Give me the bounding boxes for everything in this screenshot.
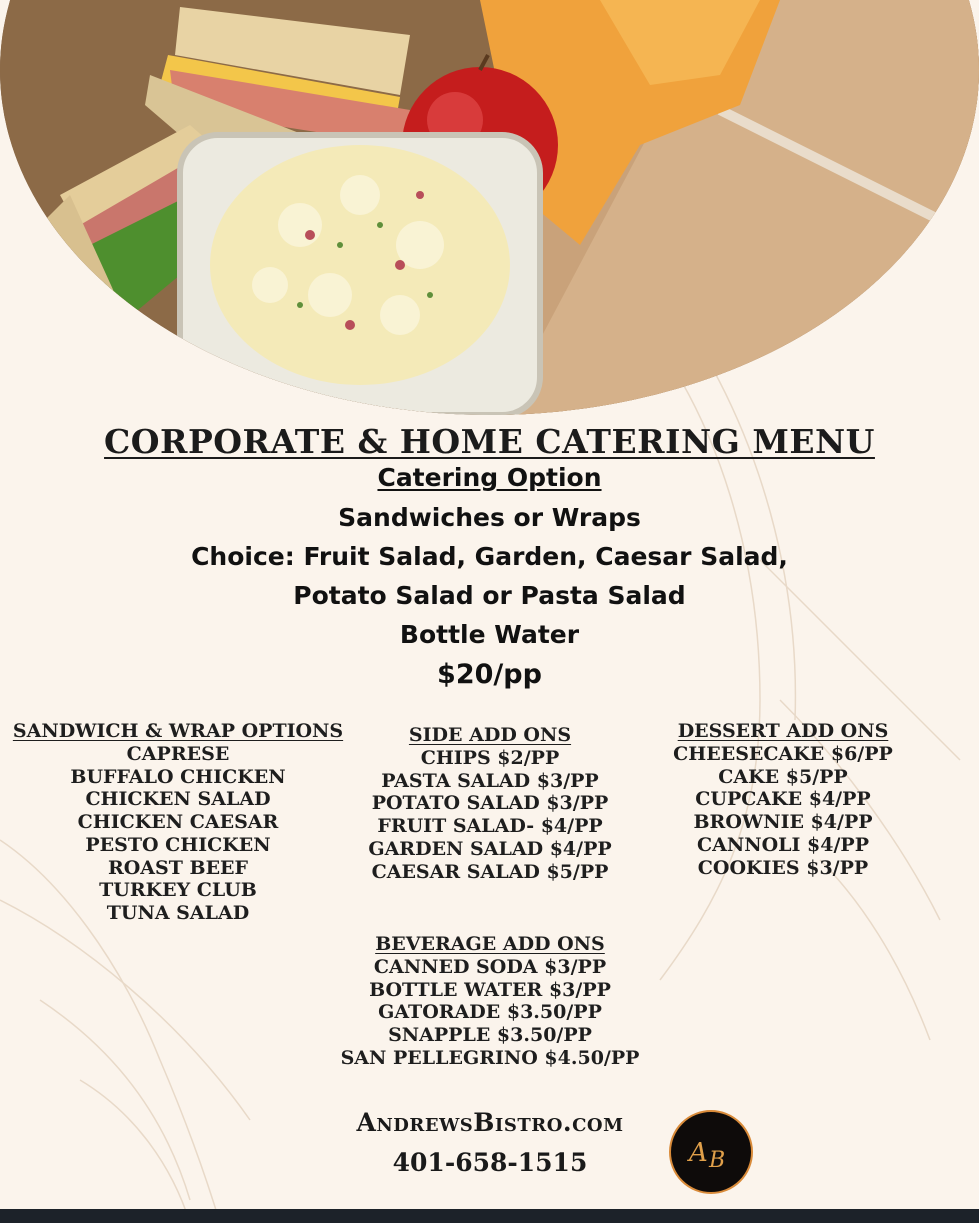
list-item: PASTA SALAD $3/PP [381, 769, 599, 792]
list-item: CHICKEN SALAD [85, 788, 271, 811]
list-item: BROWNIE $4/PP [693, 811, 873, 834]
list-item: BOTTLE WATER $3/PP [369, 978, 611, 1001]
list-item: ROAST BEEF [107, 856, 249, 879]
catering-option-line: Potato Salad or Pasta Salad [293, 581, 686, 610]
list-item: CANNED SODA $3/PP [373, 956, 607, 978]
svg-text:A: A [689, 1138, 708, 1168]
list-item: CUPCAKE $4/PP [695, 788, 871, 811]
list-item: CAKE $5/PP [718, 765, 848, 788]
side-add-ons-section [350, 724, 630, 883]
section-heading: SIDE ADD ONS [408, 724, 572, 746]
list-item: COOKIES $3/PP [697, 856, 869, 879]
list-item: CANNOLI $4/PP [697, 833, 869, 856]
sandwich-options-section [8, 720, 348, 925]
website-link[interactable]: AndrewsBistro.com [356, 1108, 624, 1137]
beverage-add-ons-section [320, 933, 660, 1070]
list-item: CAESAR SALAD $5/PP [371, 860, 609, 883]
section-heading: BEVERAGE ADD ONS [375, 933, 605, 955]
list-item: CHIPS $2/PP [420, 747, 560, 769]
monogram-icon [681, 1127, 741, 1177]
hero-photo [0, 0, 979, 415]
catering-option-line: Bottle Water [399, 620, 580, 649]
list-item: GARDEN SALAD $4/PP [368, 837, 612, 860]
list-item: CHEESECAKE $6/PP [673, 743, 893, 765]
list-item: FRUIT SALAD- $4/PP [377, 815, 603, 838]
catering-option-line: Choice: Fruit Salad, Garden, Caesar Salad, [191, 542, 788, 571]
bistro-logo [669, 1110, 753, 1194]
dessert-add-ons-section [660, 720, 906, 879]
list-item: CHICKEN CAESAR [77, 811, 279, 834]
list-item: POTATO SALAD $3/PP [371, 792, 609, 815]
bottom-bar [0, 1209, 979, 1223]
menu-title: CORPORATE & HOME CATERING MENU [104, 422, 875, 461]
list-item: PESTO CHICKEN [85, 833, 271, 856]
list-item: CAPRESE [126, 743, 230, 765]
section-heading: DESSERT ADD ONS [677, 720, 889, 742]
catering-price: $20/pp [437, 659, 542, 690]
svg-text:B: B [709, 1148, 726, 1173]
catering-option-heading: Catering Option [377, 463, 602, 492]
list-item: SAN PELLEGRINO $4.50/PP [340, 1046, 640, 1069]
section-heading: SANDWICH & WRAP OPTIONS [12, 720, 344, 742]
list-item: TURKEY CLUB [99, 879, 257, 902]
catering-option-line: Sandwiches or Wraps [338, 503, 641, 532]
list-item: SNAPPLE $3.50/PP [388, 1024, 592, 1047]
list-item: GATORADE $3.50/PP [378, 1001, 602, 1024]
list-item: BUFFALO CHICKEN [70, 765, 286, 788]
phone-number[interactable]: 401-658-1515 [392, 1148, 588, 1177]
list-item: TUNA SALAD [106, 901, 250, 924]
